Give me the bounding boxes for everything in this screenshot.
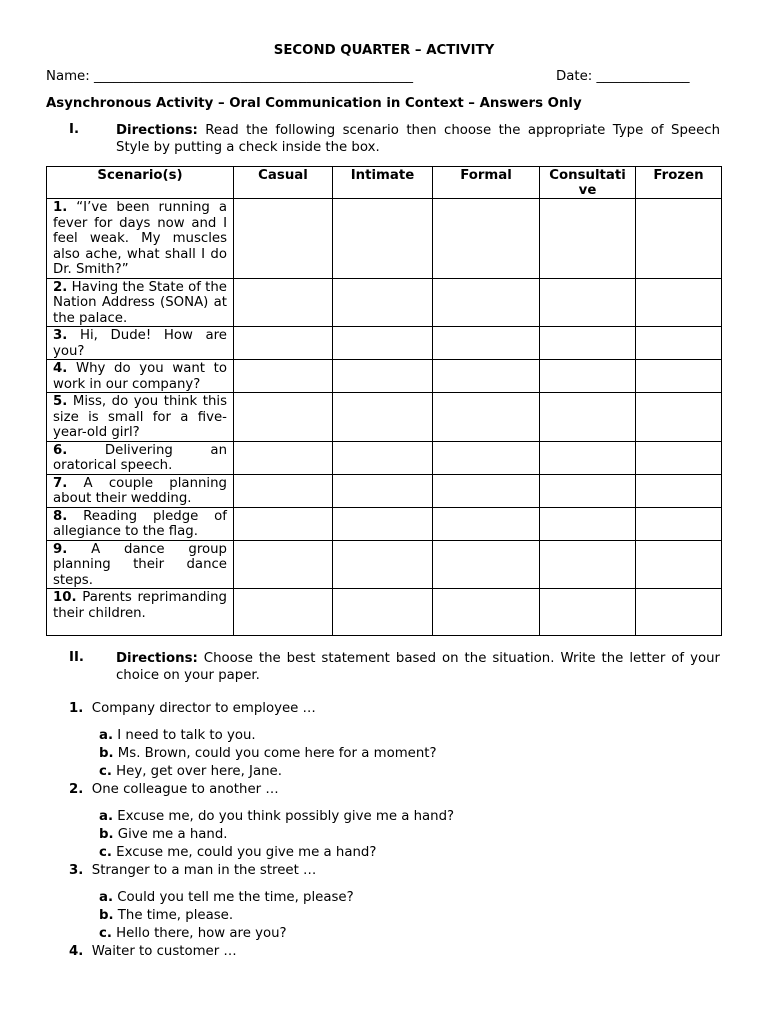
part2-directions-label: Directions:: [116, 651, 198, 666]
option-item: [99, 746, 437, 762]
table-row: [47, 360, 722, 393]
option-item: [99, 827, 228, 843]
scenario-text: A couple planning about their wedding.: [53, 475, 227, 506]
scenario-cell: [47, 474, 234, 507]
subtitle: Asynchronous Activity – Oral Communication in Context – Answers Only: [46, 96, 582, 111]
check-box-casual[interactable]: [234, 589, 333, 636]
option-text: Could you tell me the time, please?: [113, 890, 354, 905]
check-box-consultative[interactable]: [540, 199, 636, 279]
table-row: [47, 474, 722, 507]
check-box-casual[interactable]: [234, 474, 333, 507]
question-prompt: Company director to employee …: [91, 701, 316, 716]
scenario-cell: [47, 199, 234, 279]
name-blank: ________________________________________________: [93, 69, 414, 84]
question-number: 4.: [69, 944, 84, 959]
check-box-frozen[interactable]: [636, 327, 722, 360]
scenario-text: Reading pledge of allegiance to the flag.: [53, 508, 227, 539]
scenario-number: 10.: [53, 590, 77, 605]
part1-numeral: I.: [69, 122, 79, 137]
table-row: [47, 199, 722, 279]
scenario-text: Having the State of the Nation Address (SONA) at the palace.: [53, 279, 227, 326]
scenario-text: Delivering an oratorical speech.: [53, 442, 227, 473]
scenario-number: 9.: [53, 541, 68, 557]
check-box-consultative[interactable]: [540, 393, 636, 442]
date-line: [556, 69, 690, 85]
check-box-frozen[interactable]: [636, 589, 722, 636]
check-box-intimate[interactable]: [333, 327, 433, 360]
check-box-intimate[interactable]: [333, 278, 433, 327]
scenario-number: 1.: [53, 200, 68, 215]
option-item: [99, 926, 287, 942]
scenario-number: 2.: [53, 279, 68, 295]
scenario-text: Miss, do you think this size is small for a five-year-old girl?: [53, 394, 227, 440]
check-box-frozen[interactable]: [636, 474, 722, 507]
scenario-number: 5.: [53, 394, 68, 409]
table-row: [47, 441, 722, 474]
scenario-number: 4.: [53, 361, 68, 376]
page-title: SECOND QUARTER – ACTIVITY: [273, 43, 495, 58]
check-box-casual[interactable]: [234, 278, 333, 327]
check-box-consultative[interactable]: [540, 507, 636, 540]
check-box-formal[interactable]: [433, 507, 540, 540]
option-letter: c.: [99, 764, 112, 779]
check-box-consultative[interactable]: [540, 327, 636, 360]
check-box-frozen[interactable]: [636, 393, 722, 442]
option-text: The time, please.: [113, 908, 234, 923]
question-item: [69, 863, 316, 879]
table-header-row: [47, 167, 722, 199]
option-letter: c.: [99, 845, 112, 860]
check-box-formal[interactable]: [433, 393, 540, 442]
scenario-cell: [47, 360, 234, 393]
check-box-formal[interactable]: [433, 327, 540, 360]
scenario-cell: [47, 278, 234, 327]
check-box-formal[interactable]: [433, 474, 540, 507]
option-letter: a.: [99, 728, 114, 743]
check-box-consultative[interactable]: [540, 360, 636, 393]
date-blank: ______________: [596, 69, 690, 84]
scenario-number: 8.: [53, 508, 68, 524]
table-row: [47, 327, 722, 360]
check-box-intimate[interactable]: [333, 540, 433, 589]
option-text: Hey, get over here, Jane.: [111, 764, 282, 779]
check-box-formal[interactable]: [433, 278, 540, 327]
header-casual: Casual: [234, 167, 333, 199]
check-box-intimate[interactable]: [333, 507, 433, 540]
scenario-text: “I’ve been running a fever for days now and I feel weak. My muscles also ache, what shall I do Dr. Smith?”: [53, 200, 227, 277]
scenario-cell: [47, 540, 234, 589]
check-box-formal[interactable]: [433, 589, 540, 636]
option-item: [99, 764, 282, 780]
table-row: [47, 393, 722, 442]
scenario-text: Why do you want to work in our company?: [53, 361, 227, 392]
table-row: [47, 540, 722, 589]
check-box-consultative[interactable]: [540, 278, 636, 327]
check-box-consultative[interactable]: [540, 441, 636, 474]
scenario-text: Parents reprimanding their children.: [53, 590, 227, 621]
header-consultative: Consultative: [540, 167, 636, 199]
scenario-cell: [47, 327, 234, 360]
scenario-cell: [47, 589, 234, 636]
option-item: [99, 809, 454, 825]
scenario-number: 3.: [53, 328, 68, 343]
check-box-frozen[interactable]: [636, 199, 722, 279]
part1-directions-label: Directions:: [116, 123, 198, 138]
header-formal: Formal: [433, 167, 540, 199]
scenario-cell: [47, 393, 234, 442]
question-item: [69, 782, 279, 798]
check-box-intimate[interactable]: [333, 474, 433, 507]
check-box-casual[interactable]: [234, 327, 333, 360]
scenario-cell: [47, 507, 234, 540]
check-box-casual[interactable]: [234, 199, 333, 279]
option-letter: a.: [99, 809, 114, 824]
check-box-casual[interactable]: [234, 507, 333, 540]
question-prompt: One colleague to another …: [91, 782, 279, 797]
check-box-consultative[interactable]: [540, 540, 636, 589]
scenario-text: A dance group planning their dance steps.: [53, 541, 227, 588]
option-item: [99, 890, 354, 906]
option-item: [99, 845, 376, 861]
check-box-formal[interactable]: [433, 441, 540, 474]
scenario-number: 6.: [53, 442, 68, 458]
check-box-frozen[interactable]: [636, 441, 722, 474]
header-scenario: Scenario(s): [47, 167, 234, 199]
scenario-cell: [47, 441, 234, 474]
check-box-consultative[interactable]: [540, 589, 636, 636]
option-text: Excuse me, could you give me a hand?: [111, 845, 377, 860]
check-box-intimate[interactable]: [333, 589, 433, 636]
question-number: 3.: [69, 863, 84, 878]
option-text: Ms. Brown, could you come here for a moment?: [113, 746, 437, 761]
header-frozen: Frozen: [636, 167, 722, 199]
part2-directions-text: Choose the best statement based on the situation. Write the letter of your choice on your paper.: [116, 651, 720, 683]
option-text: Excuse me, do you think possibly give me a hand?: [113, 809, 455, 824]
date-label: Date:: [556, 69, 597, 84]
check-box-frozen[interactable]: [636, 278, 722, 327]
option-letter: b.: [99, 908, 114, 923]
option-text: Hello there, how are you?: [111, 926, 287, 941]
check-box-intimate[interactable]: [333, 199, 433, 279]
name-line: [46, 69, 413, 85]
part1-directions-text: Read the following scenario then choose the appropriate Type of Speech Style by putting a check inside the box.: [116, 123, 720, 155]
check-box-formal[interactable]: [433, 540, 540, 589]
option-letter: a.: [99, 890, 114, 905]
option-text: Give me a hand.: [113, 827, 228, 842]
table-row: [47, 589, 722, 636]
option-letter: c.: [99, 926, 112, 941]
check-box-formal[interactable]: [433, 360, 540, 393]
check-box-consultative[interactable]: [540, 474, 636, 507]
scenario-number: 7.: [53, 475, 68, 491]
option-letter: b.: [99, 827, 114, 842]
option-item: [99, 728, 256, 744]
check-box-casual[interactable]: [234, 441, 333, 474]
check-box-frozen[interactable]: [636, 540, 722, 589]
option-text: I need to talk to you.: [113, 728, 256, 743]
question-prompt: Waiter to customer …: [91, 944, 237, 959]
check-box-frozen[interactable]: [636, 360, 722, 393]
header-intimate: Intimate: [333, 167, 433, 199]
check-box-intimate[interactable]: [333, 360, 433, 393]
check-box-casual[interactable]: [234, 393, 333, 442]
part2-numeral: II.: [69, 650, 84, 665]
name-label: Name:: [46, 69, 94, 84]
check-box-intimate[interactable]: [333, 393, 433, 442]
question-number: 1.: [69, 701, 84, 716]
part2-directions: [116, 650, 720, 684]
table-row: [47, 507, 722, 540]
check-box-casual[interactable]: [234, 540, 333, 589]
check-box-intimate[interactable]: [333, 441, 433, 474]
check-box-formal[interactable]: [433, 199, 540, 279]
part1-directions: [116, 122, 720, 156]
table-row: [47, 278, 722, 327]
option-item: [99, 908, 233, 924]
question-item: [69, 944, 237, 960]
check-box-casual[interactable]: [234, 360, 333, 393]
speech-style-table: [46, 166, 722, 636]
scenario-text: Hi, Dude! How are you?: [53, 328, 227, 359]
question-number: 2.: [69, 782, 84, 797]
option-letter: b.: [99, 746, 114, 761]
question-prompt: Stranger to a man in the street …: [91, 863, 317, 878]
question-item: [69, 701, 316, 717]
check-box-frozen[interactable]: [636, 507, 722, 540]
